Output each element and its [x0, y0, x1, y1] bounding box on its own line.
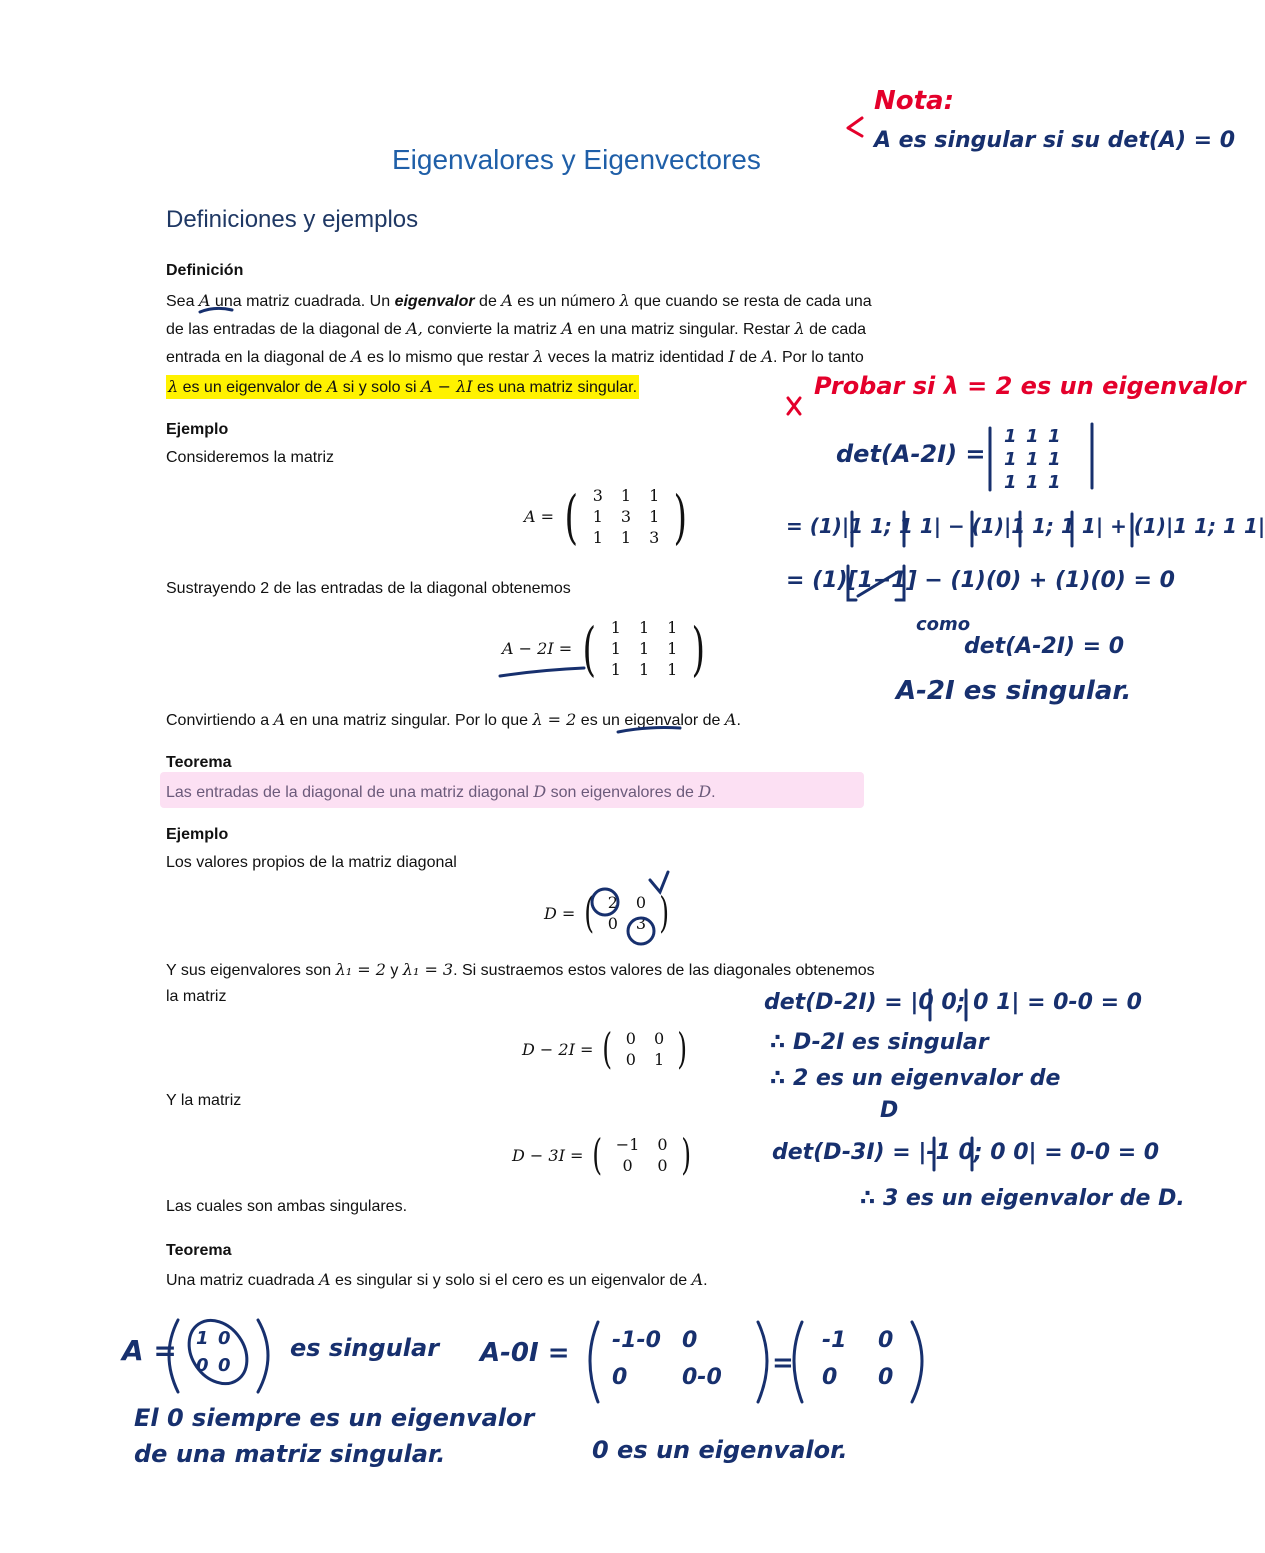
definition-highlight: λ es un eigenvalor de A si y solo si A − λI es una matriz singular.	[166, 375, 639, 399]
handwritten-a0i-matrix: -1-0 0 0 0-0	[612, 1328, 722, 1390]
handwritten-como-det: det(A-2I) = 0	[964, 634, 1125, 659]
definition-line-1: Sea A una matriz cuadrada. Un eigenvalor de A es un número λ que cuando se resta de cada una	[166, 291, 872, 310]
eigenvalues-line-1: Y sus eigenvalores son λ₁ = 2 y λ₁ = 3. Si sustraemos estos valores de las diagonales obtenemos	[166, 960, 875, 979]
handwritten-a0i-result: -1 0 0 0	[822, 1328, 894, 1390]
example1-conclusion: Convirtiendo a A en una matriz singular. Por lo que λ = 2 es un eigenvalor de A.	[166, 710, 741, 729]
example2-label: Ejemplo	[166, 826, 229, 843]
handwritten-det-matrix: 1 1 1 1 1 1 1 1 1	[1004, 426, 1061, 493]
handwritten-det-d2i: det(D-2I) = |0 0; 0 1| = 0-0 = 0	[764, 990, 1142, 1015]
page-title: Eigenvalores y Eigenvectores	[392, 144, 761, 175]
theorem2-label: Teorema	[166, 1242, 232, 1259]
handwritten-a-matrix: 1 0 0 0	[196, 1328, 231, 1376]
matrix-d-minus-2i: D − 2I = ( 0 0 0 1 )	[522, 1024, 688, 1073]
handwritten-de-una: de una matriz singular.	[134, 1440, 446, 1468]
handwritten-three-eig: ∴ 3 es un eigenvalor de D.	[860, 1186, 1185, 1211]
handwritten-two-eig: ∴ 2 es un eigenvalor de	[770, 1066, 1061, 1091]
handwritten-el-cero: El 0 siempre es un eigenvalor	[134, 1404, 535, 1432]
theorem1-label: Teorema	[166, 754, 232, 771]
handwritten-singular: A-2I es singular.	[896, 676, 1132, 706]
handwritten-equals: =	[772, 1348, 794, 1378]
example2-intro: Los valores propios de la matriz diagonal	[166, 854, 457, 871]
subtract-text: Sustrayendo 2 de las entradas de la diagonal obtenemos	[166, 580, 571, 597]
handwritten-probar: Probar si λ = 2 es un eigenvalor	[814, 372, 1246, 400]
handwritten-expansion-2: = (1)[1−1] − (1)(0) + (1)(0) = 0	[786, 568, 1175, 593]
theorem1-text: Las entradas de la diagonal de una matriz diagonal D son eigenvalores de D.	[166, 782, 716, 801]
section-heading: Definiciones y ejemplos	[166, 206, 419, 233]
both-singular: Las cuales son ambas singulares.	[166, 1198, 408, 1215]
matrix-d-minus-3i: D − 3I = ( −1 0 0 0 )	[512, 1130, 691, 1179]
handwritten-two-eig-d: D	[880, 1098, 899, 1123]
matrix-a-minus-2i: A − 2I = ( 1 1 1 1 1 1 1 1 1 )	[502, 614, 706, 683]
handwritten-es-singular: es singular	[290, 1334, 440, 1362]
handwritten-cero-eig: 0 es un eigenvalor.	[592, 1436, 848, 1464]
handwritten-a0i: A-0I =	[480, 1338, 570, 1368]
handwritten-nota: Nota:	[874, 86, 954, 116]
matrix-d: D = ( 2 0 0 3 )	[544, 888, 670, 937]
handwritten-det-a2i: det(A-2I) =	[836, 440, 986, 468]
y-la-matriz: Y la matriz	[166, 1092, 242, 1109]
handwritten-nota-text: A es singular si su det(A) = 0	[874, 128, 1236, 153]
matrix-a: A = ( 3 1 1 1 3 1 1 1 3 )	[524, 482, 688, 551]
definition-label: Definición	[166, 262, 244, 279]
definition-line-2: de las entradas de la diagonal de A, convierte la matriz A en una matriz singular. Restar λ de cada	[166, 319, 867, 338]
eigenvalues-line-2: la matriz	[166, 988, 227, 1005]
example1-label: Ejemplo	[166, 421, 229, 438]
definition-line-3: entrada en la diagonal de A es lo mismo que restar λ veces la matriz identidad I de A. Por lo tanto	[166, 347, 864, 366]
handwritten-a-eq: A =	[122, 1334, 177, 1367]
handwritten-d2i-singular: ∴ D-2I es singular	[770, 1030, 989, 1055]
example1-intro: Consideremos la matriz	[166, 449, 335, 466]
handwritten-det-d3i: det(D-3I) = |-1 0; 0 0| = 0-0 = 0	[772, 1140, 1160, 1165]
handwritten-expansion-1: = (1)|1 1; 1 1| − (1)|1 1; 1 1| + (1)|1 1; 1 1|	[786, 514, 1265, 538]
theorem2-text: Una matriz cuadrada A es singular si y solo si el cero es un eigenvalor de A.	[166, 1270, 708, 1289]
handwritten-como: como	[916, 614, 971, 635]
